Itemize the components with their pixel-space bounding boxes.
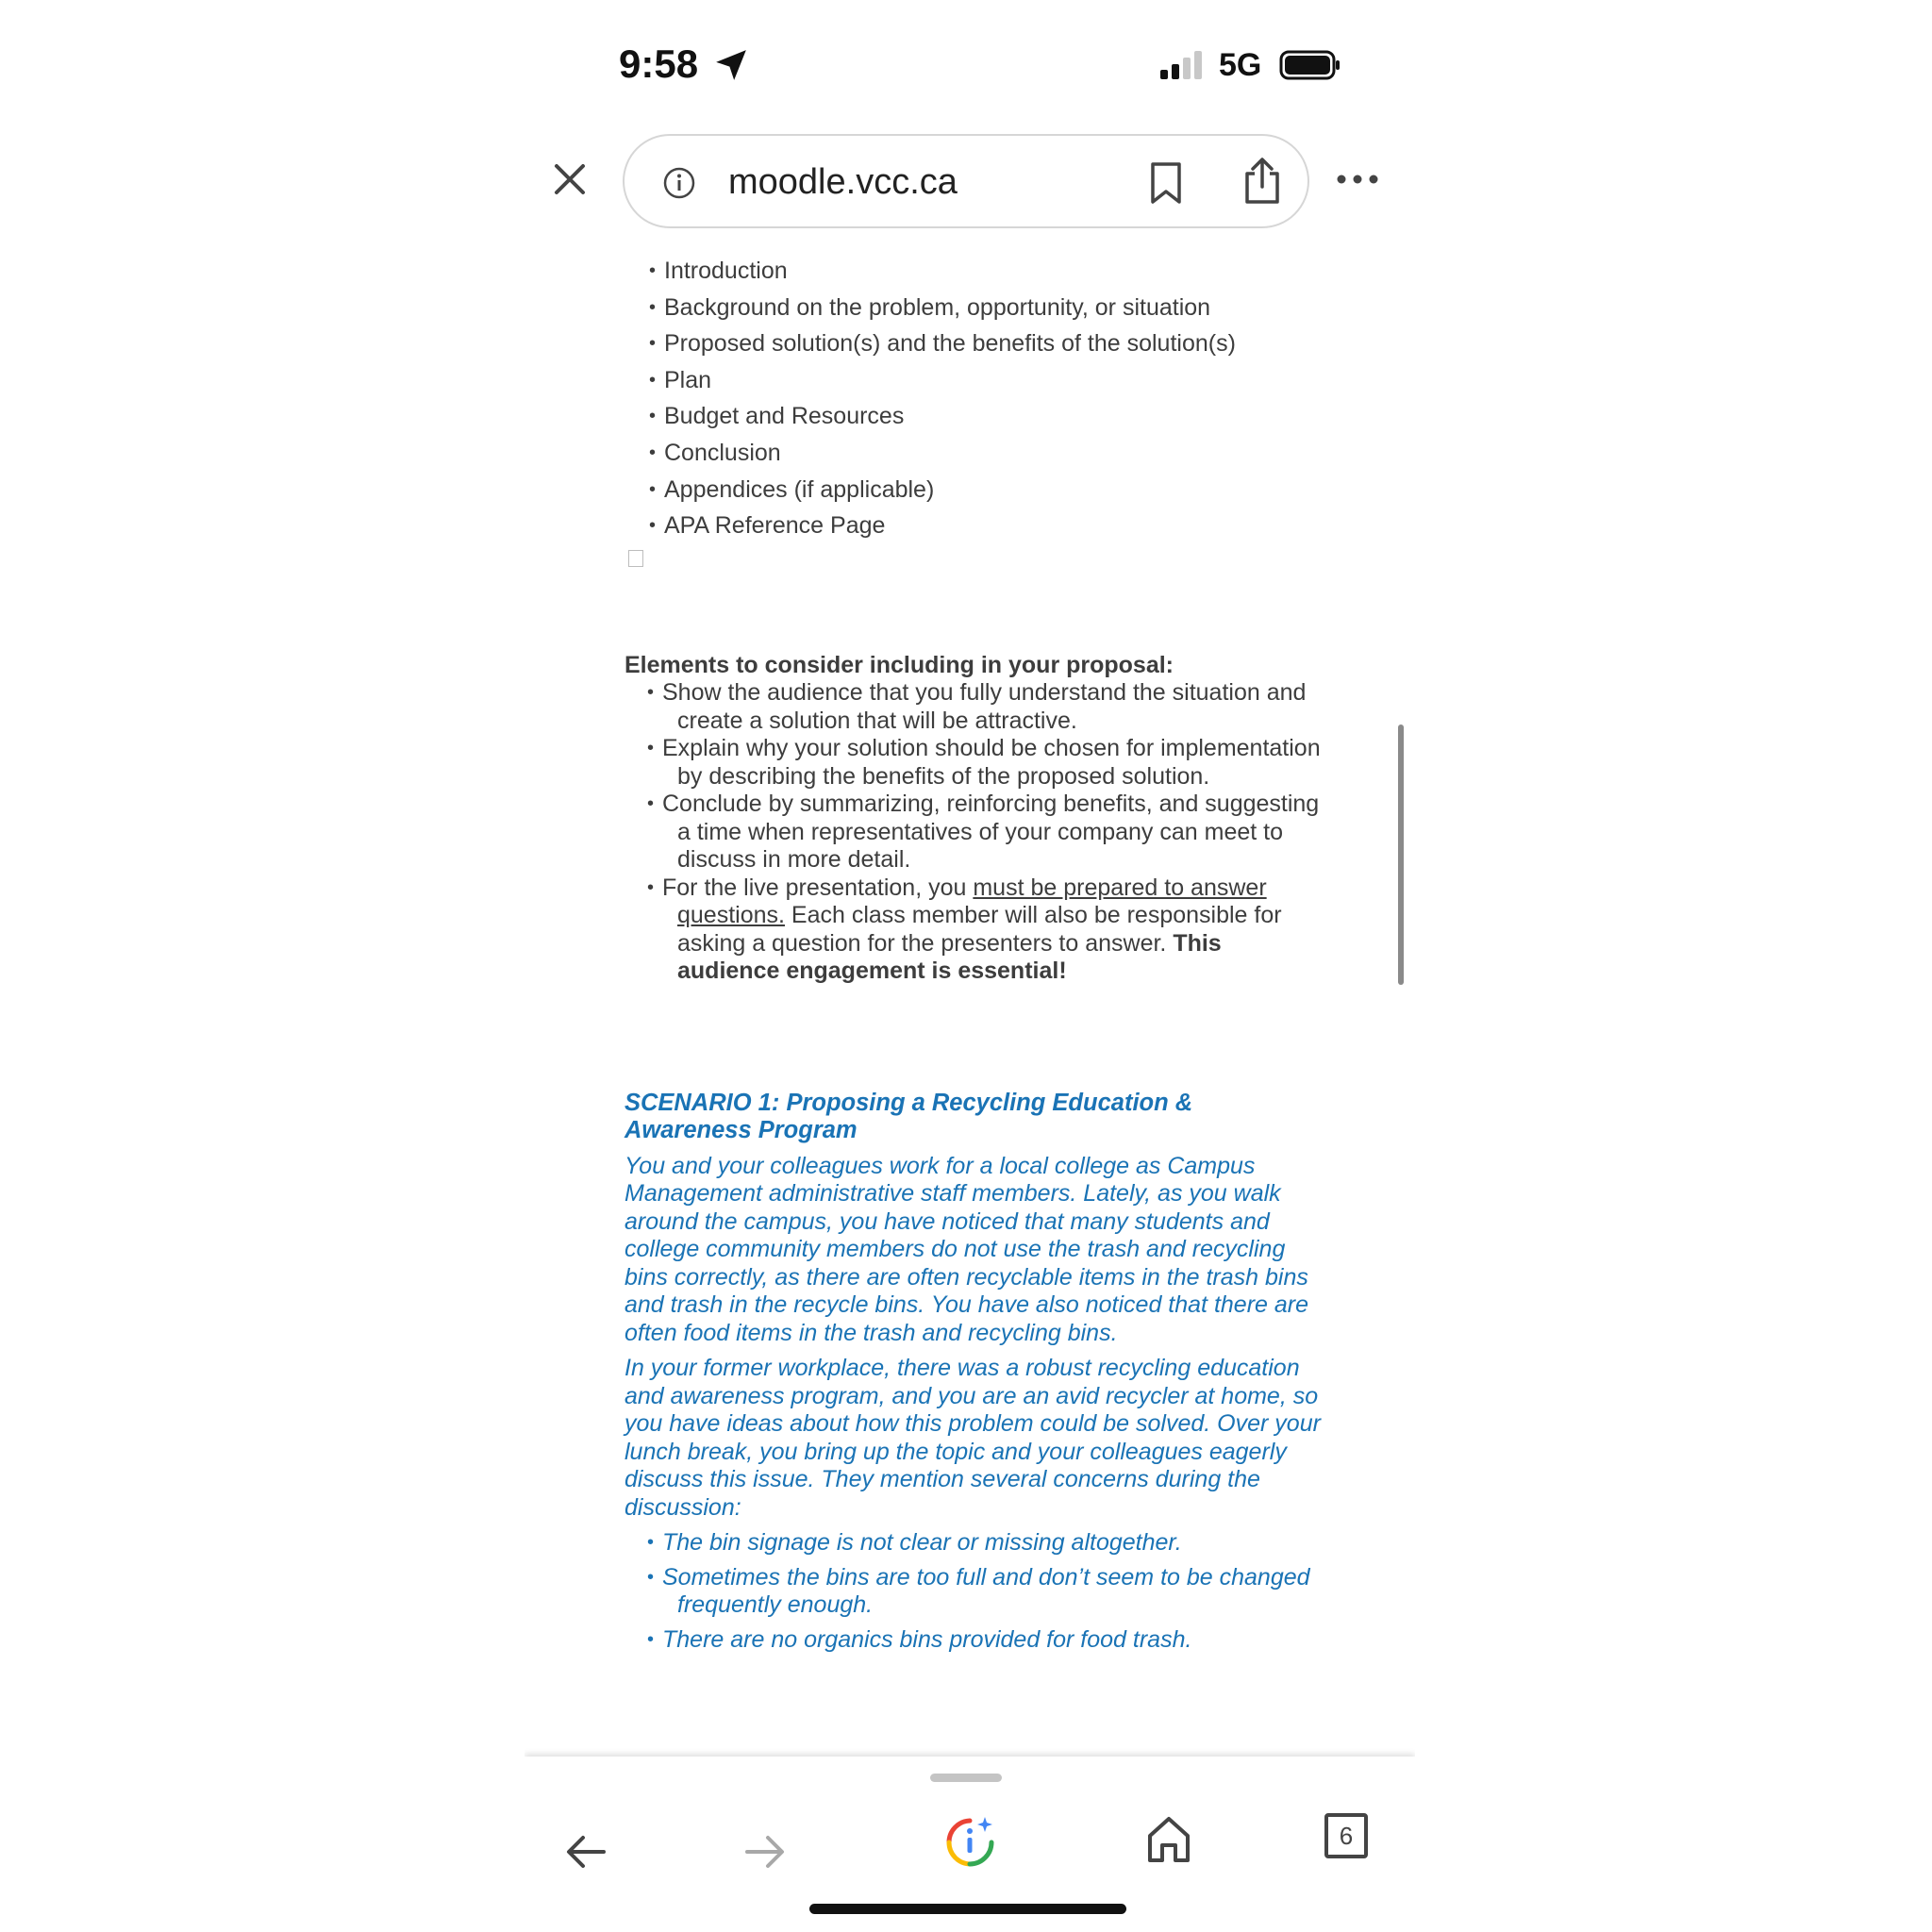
bookmark-icon[interactable] [1147,160,1185,206]
phone-screen [525,0,1415,1932]
list-item: • Plan [653,362,1323,399]
list-item-text: • The bin signage is not clear or missing altogether. [662,1529,1182,1557]
battery-icon [1279,49,1341,81]
list-item: • Introduction [653,253,1323,290]
status-time: 9:58 [619,42,699,86]
list-item [651,791,1323,874]
elements-list [625,679,1323,986]
list-item-text: • Show the audience that you fully understand the situation and create a solution that will be attractive. [662,679,1307,734]
list-item-text: • Sometimes the bins are too full and don’t seem to be changed frequently enough. [662,1563,1310,1619]
list-item-text [662,874,1323,986]
close-icon[interactable] [551,160,589,198]
list-item: • Proposed solution(s) and the benefits of the solution(s) [653,325,1323,362]
signal-icon [1158,49,1206,81]
list-item [651,679,1323,735]
address-bar[interactable] [623,134,1309,228]
list-item [651,1529,1323,1557]
elements-heading: Elements to consider including in your proposal: [625,651,1174,678]
scenario-paragraph: You and your colleagues work for a local college as Campus Management administrative staff members. Lately, as you walk around the campus, you have noticed that many students and college community members do not use the trash and recycling bins correctly, as there are often recyclable items in the trash bins and trash in the recycle bins. You have also noticed that there are often food items in the trash and recycling bins. [625,1152,1308,1346]
location-arrow-icon [713,47,749,83]
broken-image-placeholder [628,550,643,567]
concerns-list [625,1529,1323,1654]
list-item-text: • There are no organics bins provided for food trash. [662,1625,1192,1653]
list-item-text: • Conclude by summarizing, reinforcing benefits, and suggesting a time when representatives of your company can meet to discuss in more detail. [662,791,1320,874]
list-item: • APA Reference Page [653,508,1323,544]
presentation-text: For the live presentation, you [662,874,974,901]
list-item: • Appendices (if applicable) [653,472,1323,508]
more-icon[interactable] [1336,170,1379,189]
home-indicator [809,1904,1126,1914]
page-content [625,253,1323,1660]
scenario-section [625,1090,1323,1655]
list-item: • Conclusion [653,435,1323,472]
share-icon[interactable] [1241,157,1283,206]
list-item [651,874,1323,986]
list-item-text: • Explain why your solution should be chosen for implementation by describing the benefits of the proposed solution. [662,735,1321,790]
sheet-grabber[interactable] [930,1774,1002,1782]
list-item [651,1626,1323,1655]
url-text[interactable]: moodle.vcc.ca [728,162,958,202]
bottom-toolbar [525,1757,1415,1932]
presentation-text-middle: Each class member will also be responsible for asking a question for the presenters to answer. [677,902,1282,957]
google-lens-icon[interactable] [941,1813,998,1872]
list-item [651,1564,1323,1620]
tabs-button[interactable]: 6 [1324,1813,1368,1858]
back-arrow-icon[interactable] [564,1832,608,1872]
list-item: • Budget and Resources [653,398,1323,435]
engagement-emphasis: This audience engagement is essential! [677,929,1222,985]
scenario-paragraph: In your former workplace, there was a robust recycling education and awareness program, and you are an avid recycler at home, so you have ideas about how this problem could be solved. Over your lunch break, you bring up the topic and your colleagues eagerly discuss this issue. They mention several concerns during the discussion: [625,1355,1321,1521]
home-icon[interactable] [1145,1813,1192,1866]
list-item: • Background on the problem, opportunity, or situation [653,290,1323,326]
scrollbar[interactable] [1398,724,1404,985]
scenario-title: SCENARIO 1: Proposing a Recycling Education & Awareness Program [625,1089,1193,1144]
answer-questions-text: must be prepared to answer questions. [677,874,1267,929]
info-icon[interactable] [662,166,696,200]
forward-arrow-icon[interactable] [743,1832,787,1872]
network-label: 5G [1219,47,1262,83]
outline-list [625,253,1323,544]
list-item [651,735,1323,791]
